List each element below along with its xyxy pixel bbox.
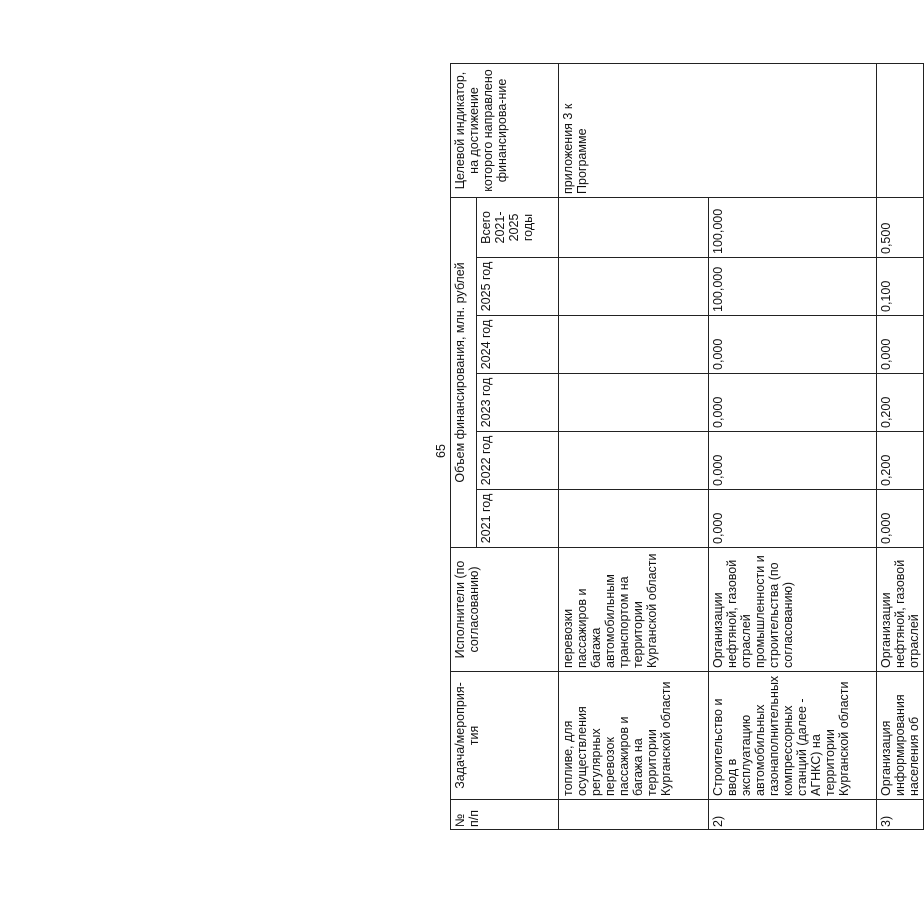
row-executors: Организации нефтяной, газовой отраслей промышленности и строительства (по согласованию) (709, 548, 877, 672)
row-value-2022: 0,000 (709, 432, 877, 490)
header-year-2021: 2021 год (477, 490, 559, 548)
header-year-2022: 2022 год (477, 432, 559, 490)
header-year-2024: 2024 год (477, 316, 559, 374)
table-row (877, 63, 924, 829)
row-value-2023: 0,000 (709, 374, 877, 432)
row-num: 3) (877, 800, 924, 830)
row-value-total (559, 197, 709, 257)
row-num (559, 800, 709, 830)
row-value-2023 (559, 374, 709, 432)
header-num: № п/п (451, 800, 559, 830)
row-value-2023: 0,200 (877, 374, 924, 432)
row-indicator: приложения 3 к Программе (559, 63, 877, 197)
row-value-2025: 0,100 (877, 258, 924, 316)
row-value-total: 100,000 (709, 197, 877, 257)
header-total: Всего 2021-2025 годы (477, 197, 559, 257)
table-row (559, 63, 709, 829)
row-value-2025: 100,000 (709, 258, 877, 316)
header-year-2023: 2023 год (477, 374, 559, 432)
row-task: Организация информирования населения об (877, 672, 924, 800)
header-year-2025: 2025 год (477, 258, 559, 316)
row-value-2024: 0,000 (877, 316, 924, 374)
header-funding: Объем финансирования, млн. рублей (451, 197, 477, 547)
row-value-2022: 0,200 (877, 432, 924, 490)
row-value-2025 (559, 258, 709, 316)
row-value-total: 0,500 (877, 197, 924, 257)
row-executors: Организации нефтяной, газовой отраслей (877, 548, 924, 672)
row-executors: перевозки пассажиров и багажа автомобильным транспортом на территории Курганской области (559, 548, 709, 672)
row-indicator (877, 63, 924, 197)
header-indicator: Целевой индикатор, на достижение которого направлено финансирова-ние (451, 63, 559, 197)
row-value-2024 (559, 316, 709, 374)
row-value-2021 (559, 490, 709, 548)
funding-table (450, 63, 924, 830)
row-task: топливе, для осуществления регулярных перевозок пассажиров и багажа на территории Курганской области (559, 672, 709, 800)
header-executors: Исполнители (по согласованию) (451, 548, 559, 672)
row-value-2024: 0,000 (709, 316, 877, 374)
row-num: 2) (709, 800, 877, 830)
row-value-2021: 0,000 (709, 490, 877, 548)
header-task: Задача/мероприя-тия (451, 672, 559, 800)
page-number: 65 (434, 444, 448, 458)
row-value-2022 (559, 432, 709, 490)
row-task: Строительство и ввод в эксплуатацию автомобильных газонаполнительных компрессорных станций (далее - АГНКС) на территории Курганской области (709, 672, 877, 800)
row-value-2021: 0,000 (877, 490, 924, 548)
